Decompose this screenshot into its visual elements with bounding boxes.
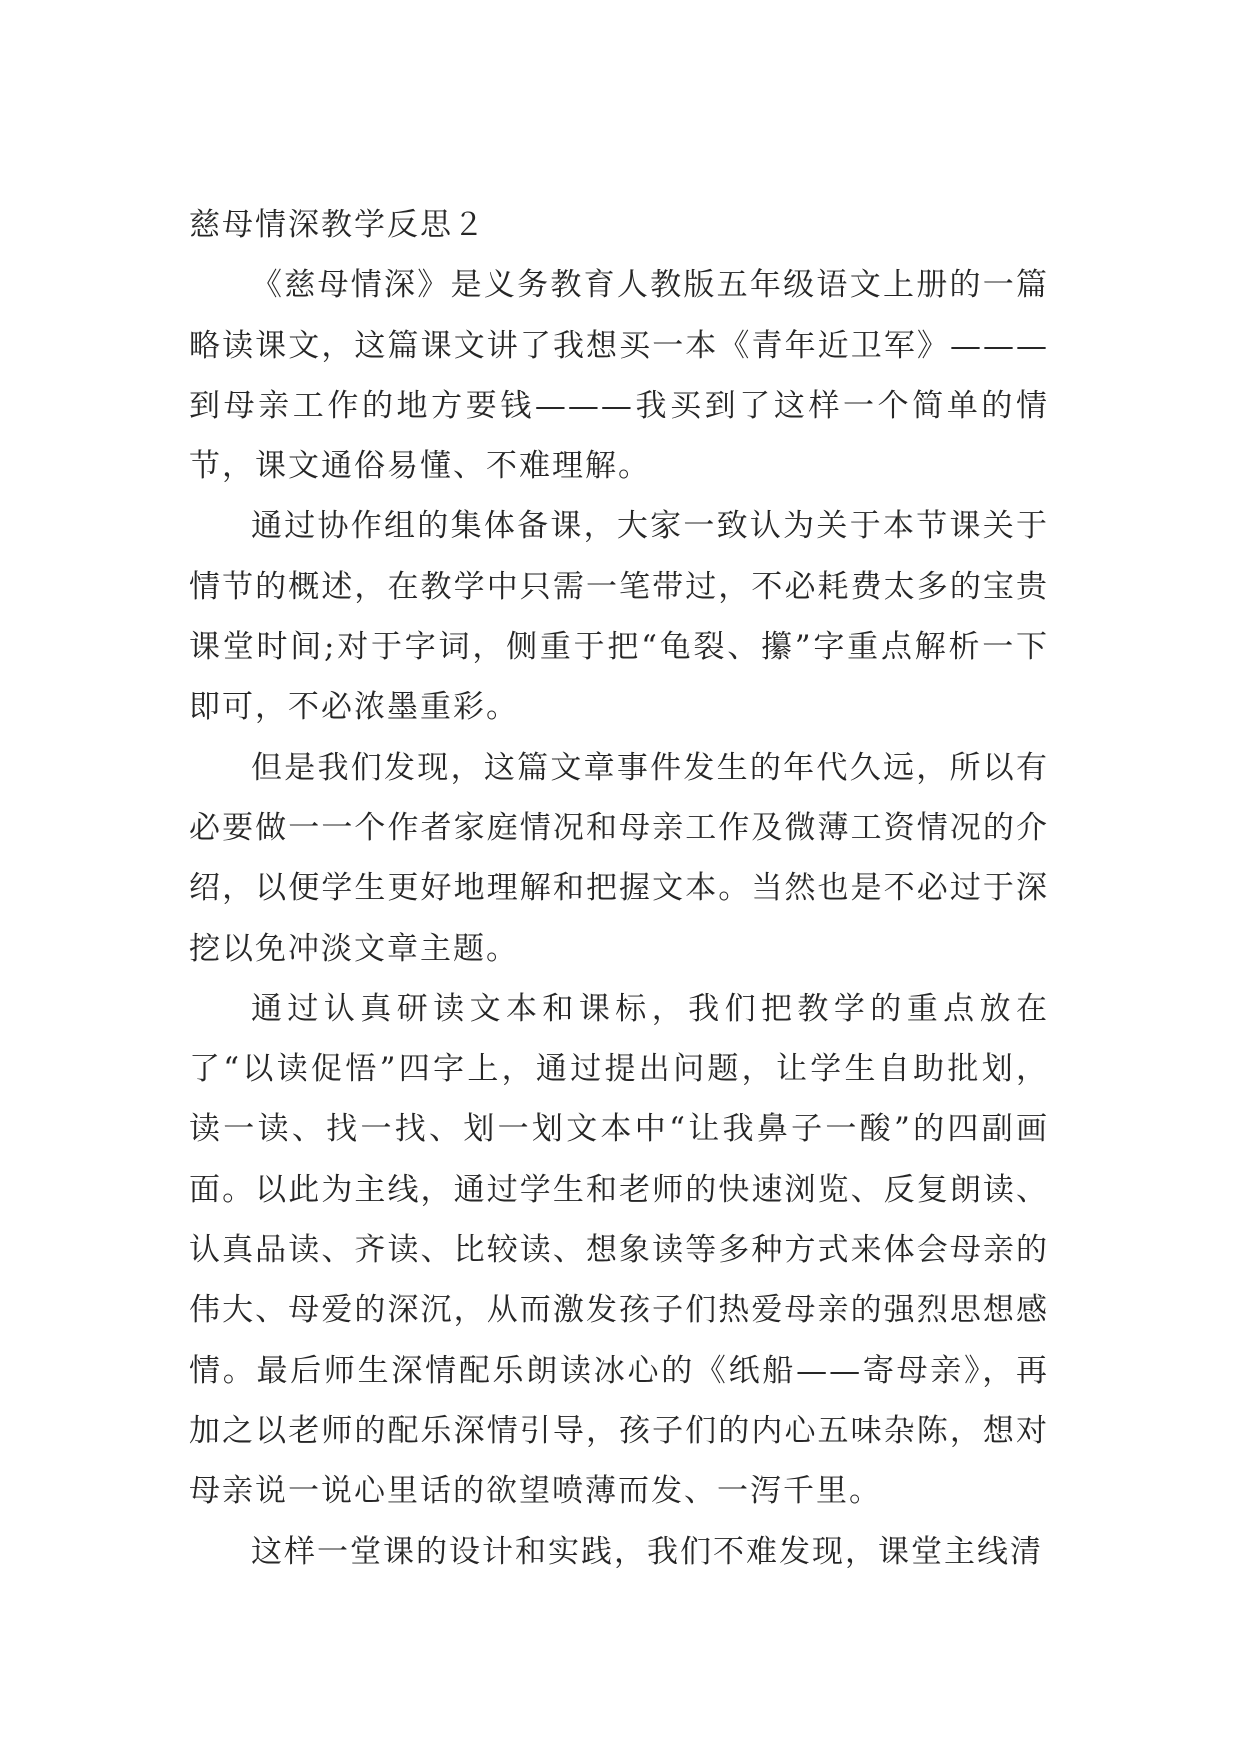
document-title: 慈母情深教学反思２ (189, 207, 486, 243)
paragraph-5: 这样一堂课的设计和实践，我们不难发现，课堂主线清 (251, 1533, 1043, 1570)
paragraph-2: 通过协作组的集体备课，大家一致认为关于本节课关于情节的概述，在教学中只需一笔带过，不必耗费太多的宝贵课堂时间;对于字词，侧重于把“龟裂、攥”字重点解析一下即可，不必浓墨重彩。 (189, 508, 1049, 726)
paragraph-4: 通过认真研读文本和课标，我们把教学的重点放在了“以读促悟”四字上，通过提出问题，让学生自助批划，读一读、找一找、划一划文本中“让我鼻子一酸”的四副画面。以此为主线，通过学生和老师的快速浏览、反复朗读、认真品读、齐读、比较读、想象读等多种方式来体会母亲的伟大、母爱的深沉，从而激发孩子们热爱母亲的强烈思想感情。最后师生深情配乐朗读冰心的《纸船——寄母亲》，再加之以老师的配乐深情引导，孩子们的内心五味杂陈，想对母亲说一说心里话的欲望喷薄而发、一泻千里。 (189, 990, 1049, 1510)
paragraph-3: 但是我们发现，这篇文章事件发生的年代久远，所以有必要做一一个作者家庭情况和母亲工作及微薄工资情况的介绍，以便学生更好地理解和把握文本。当然也是不必过于深挖以免冲淡文章主题。 (189, 749, 1049, 967)
paragraph-1: 《慈母情深》是义务教育人教版五年级语文上册的一篇略读课文，这篇课文讲了我想买一本《青年近卫军》———到母亲工作的地方要钱———我买到了这样一个简单的情节，课文通俗易懂、不难理解。 (189, 267, 1049, 485)
document-body (189, 195, 1049, 1582)
